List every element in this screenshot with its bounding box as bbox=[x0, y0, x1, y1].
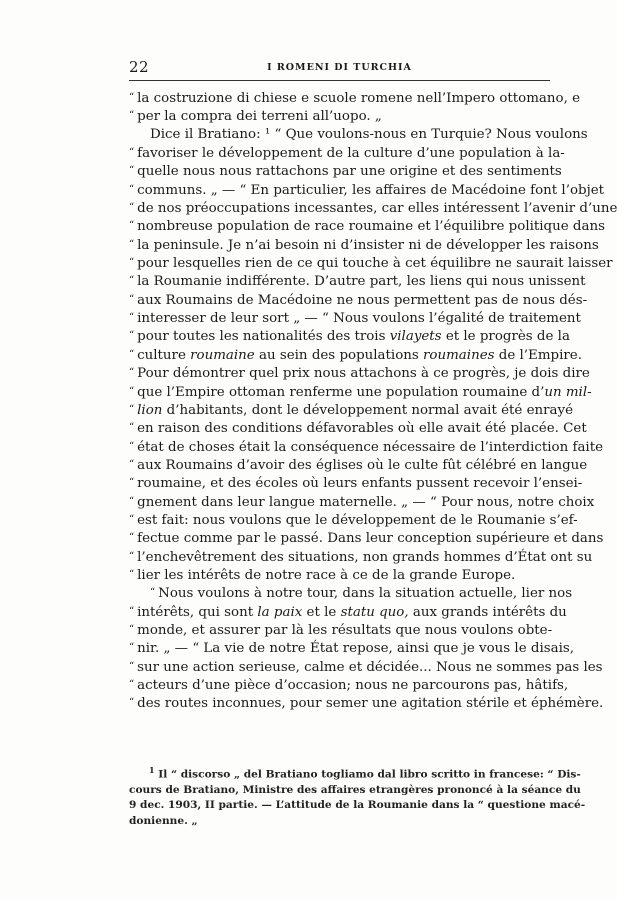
text-line bbox=[129, 89, 581, 107]
text-run: aux Roumains de Macédoine ne nous permettent pas de nous dés- bbox=[137, 292, 588, 308]
text-run: de nos préoccupations incessantes, car elles intéressent l’avenir d’une bbox=[137, 201, 617, 217]
text-run: aux grands intérêts du bbox=[408, 604, 567, 620]
text-line bbox=[129, 419, 587, 437]
emphasis: lion bbox=[137, 402, 163, 418]
text-line bbox=[129, 584, 573, 602]
text-line bbox=[129, 327, 570, 345]
quote-mark: “ bbox=[129, 458, 135, 470]
quote-mark: “ bbox=[129, 660, 135, 672]
quote-mark: “ bbox=[129, 623, 135, 635]
quote-mark: “ bbox=[129, 183, 135, 195]
quote-mark: “ bbox=[129, 312, 135, 324]
text-run: pour lesquelles rien de ce qui touche à cet équilibre ne saurait laisser bbox=[137, 256, 613, 272]
text-line bbox=[129, 272, 586, 290]
text-line bbox=[129, 548, 593, 566]
quote-mark: “ bbox=[129, 697, 135, 709]
text-line bbox=[129, 639, 575, 657]
emphasis: vilayets bbox=[389, 329, 442, 345]
quote-mark: “ bbox=[129, 220, 135, 232]
text-line bbox=[129, 511, 578, 529]
text-run: acteurs d’une pièce d’occasion; nous ne parcourons pas, hâtifs, bbox=[137, 678, 569, 693]
text-line bbox=[129, 254, 613, 272]
quote-mark: “ bbox=[129, 348, 135, 360]
quote-mark: “ bbox=[129, 202, 135, 214]
text-run: sur une action serieuse, calme et décidée... Nous ne sommes pas les bbox=[137, 659, 603, 675]
footnote-text: 9 dec. 1903, II partie. — L’attitude de la Roumanie dans la “ questione macé- bbox=[129, 799, 586, 812]
quote-mark: “ bbox=[129, 330, 135, 342]
text-run: des routes inconnues, pour semer une agitation stérile et éphémère. bbox=[137, 696, 604, 712]
text-run: de l’Empire. bbox=[494, 347, 582, 363]
text-line bbox=[129, 309, 581, 327]
text-line bbox=[129, 199, 617, 217]
text-line bbox=[129, 694, 604, 712]
running-header bbox=[129, 54, 550, 78]
text-line bbox=[129, 529, 604, 547]
quote-mark: “ bbox=[129, 293, 135, 305]
text-run: monde, et assurer par là les résultats que nous voulons obte- bbox=[137, 622, 553, 638]
quote-mark: “ bbox=[129, 440, 135, 452]
text-run: d’habitants, dont le développement normal avait été enrayé bbox=[162, 402, 574, 418]
footnote-text: cours de Bratiano, Ministre des affaires etrangères prononcé à la séance du bbox=[129, 783, 581, 796]
quote-mark: “ bbox=[129, 257, 135, 269]
text-run: intérêts, qui sont bbox=[137, 604, 258, 620]
text-run: Nous voulons à notre tour, dans la situation actuelle, lier nos bbox=[158, 586, 573, 602]
text-run: roumaine, et des écoles où leurs enfants pussent recevoir l’ensei- bbox=[137, 476, 583, 492]
quote-mark: “ bbox=[129, 403, 135, 415]
text-run: Pour démontrer quel prix nous attachons à ce progrès, je dois dire bbox=[137, 366, 590, 382]
text-run: que l’Empire ottoman renferme une population roumaine d’ bbox=[137, 384, 545, 400]
quote-mark: “ bbox=[129, 550, 135, 562]
text-run: favoriser le développement de la culture d’une population à la- bbox=[137, 146, 565, 162]
text-line bbox=[129, 144, 565, 162]
header-rule bbox=[129, 80, 550, 81]
footnotes bbox=[129, 763, 586, 829]
text-run: interesser de leur sort „ — “ Nous voulons l’égalité de traitement bbox=[137, 311, 581, 327]
quote-mark: “ bbox=[129, 422, 135, 434]
text-run: nir. „ — “ La vie de notre État repose, ainsi que je vous le disais, bbox=[137, 641, 575, 657]
quote-mark: “ bbox=[129, 110, 135, 122]
footnote-text: donienne. „ bbox=[129, 814, 198, 827]
text-run: au sein des populations bbox=[254, 347, 424, 363]
emphasis: roumaine bbox=[190, 347, 255, 363]
text-line bbox=[129, 126, 588, 144]
text-line bbox=[129, 291, 588, 309]
quote-mark: “ bbox=[129, 532, 135, 544]
quote-mark: “ bbox=[129, 477, 135, 489]
running-title: I ROMENI DI TURCHIA bbox=[267, 62, 412, 73]
text-line bbox=[129, 217, 605, 235]
footnote-line bbox=[129, 783, 581, 798]
quote-mark: “ bbox=[129, 385, 135, 397]
footnote-line bbox=[129, 814, 550, 829]
text-run: l’enchevêtrement des situations, non grands hommes d’État ont su bbox=[137, 549, 593, 565]
quote-mark: “ bbox=[129, 568, 135, 580]
text-line bbox=[129, 493, 595, 511]
quote-mark: “ bbox=[150, 587, 156, 599]
quote-mark: “ bbox=[129, 147, 135, 159]
footnote-line bbox=[129, 763, 581, 783]
text-line bbox=[129, 383, 592, 401]
text-run: fectue comme par le passé. Dans leur conception supérieure et dans bbox=[137, 531, 604, 547]
emphasis: statu quo, bbox=[340, 604, 409, 620]
text-line bbox=[129, 474, 583, 492]
text-line bbox=[129, 107, 550, 125]
text-run: gnement dans leur langue maternelle. „ — “ Pour nous, notre choix bbox=[137, 494, 595, 510]
text-line bbox=[129, 676, 569, 694]
quote-mark: “ bbox=[129, 513, 135, 525]
text-run: Dice il Bratiano: ¹ “ Que voulons-nous en Turquie? Nous voulons bbox=[150, 126, 588, 142]
text-line bbox=[129, 346, 582, 364]
text-run: la Roumanie indifférente. D’autre part, les liens qui nous unissent bbox=[137, 274, 586, 290]
text-run: per la compra dei terreni all’uopo. „ bbox=[137, 109, 382, 125]
text-line bbox=[129, 566, 550, 584]
text-line bbox=[129, 438, 604, 456]
footnote-marker: 1 bbox=[149, 765, 155, 775]
page-number: 22 bbox=[129, 58, 150, 76]
emphasis: un mil- bbox=[544, 384, 592, 400]
text-line bbox=[129, 658, 603, 676]
text-line bbox=[129, 456, 588, 474]
quote-mark: “ bbox=[129, 238, 135, 250]
text-line bbox=[129, 603, 567, 621]
quote-mark: “ bbox=[129, 275, 135, 287]
emphasis: la paix bbox=[257, 604, 303, 620]
text-run: est fait: nous voulons que le développement de le Roumanie s’ef- bbox=[137, 512, 578, 528]
text-run: aux Roumains d’avoir des églises où le culte fût célébré en langue bbox=[137, 457, 588, 473]
text-run: la costruzione di chiese e scuole romene nell’Impero ottomano, e bbox=[137, 91, 581, 106]
footnote-text: Il “ discorso „ del Bratiano togliamo dal libro scritto in francese: “ Dis- bbox=[158, 768, 581, 781]
quote-mark: “ bbox=[129, 367, 135, 379]
text-line bbox=[129, 401, 574, 419]
quote-mark: “ bbox=[129, 495, 135, 507]
text-run: pour toutes les nationalités des trois bbox=[137, 329, 390, 345]
quote-mark: “ bbox=[129, 642, 135, 654]
footnote-line bbox=[129, 798, 586, 813]
text-line bbox=[129, 162, 562, 180]
text-line bbox=[129, 621, 553, 639]
quote-mark: “ bbox=[129, 165, 135, 177]
text-run: quelle nous nous rattachons par une origine et des sentiments bbox=[137, 164, 562, 180]
text-run: en raison des conditions défavorables où elle avait été placée. Cet bbox=[137, 421, 587, 437]
text-run: culture bbox=[137, 347, 191, 363]
quote-mark: “ bbox=[129, 92, 135, 103]
text-run: lier les intérêts de notre race à ce de la grande Europe. bbox=[137, 567, 516, 583]
quote-mark: “ bbox=[129, 605, 135, 617]
text-run: communs. „ — “ En particulier, les affaires de Macédoine font l’objet bbox=[137, 182, 605, 198]
text-line bbox=[129, 236, 599, 254]
text-line bbox=[129, 181, 605, 199]
text-run: et le bbox=[302, 604, 341, 620]
text-run: nombreuse population de race roumaine et l’équilibre politique dans bbox=[137, 219, 605, 235]
text-run: la peninsule. Je n’ai besoin ni d’insister ni de développer les raisons bbox=[137, 237, 599, 253]
emphasis: roumaines bbox=[423, 347, 495, 363]
quote-mark: “ bbox=[129, 679, 135, 690]
text-run: état de choses était la conséquence nécessaire de l’interdiction faite bbox=[137, 439, 604, 455]
text-line bbox=[129, 364, 590, 382]
body-text bbox=[129, 89, 617, 713]
text-run: et le progrès de la bbox=[441, 329, 570, 345]
